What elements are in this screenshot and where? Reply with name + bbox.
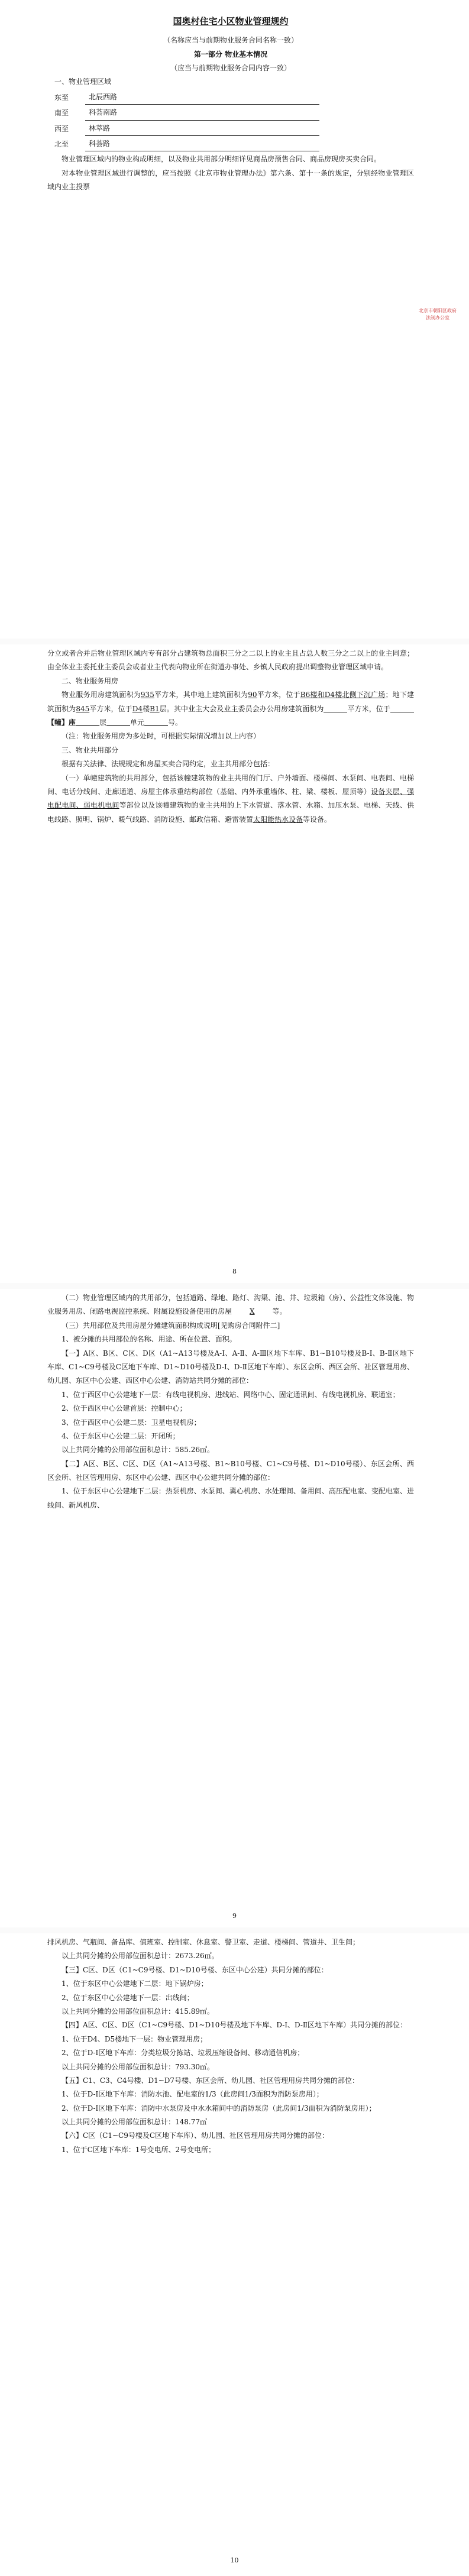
paragraph-continued: 分立或者合并后物业管理区域内专有部分占建筑物总面积三分之二以上的业主且占总人数三分之二以上的业主同意；由全体业主委托业主委员会或者业主代表向物业所在街道办事处、乡镇人民政府提出调整物业管理区域申请。 <box>47 649 414 672</box>
page-number: 10 <box>230 2556 239 2564</box>
section-heading-common-parts: 三、物业共用部分 <box>62 746 119 754</box>
boundary-dir: 东至 <box>54 93 69 102</box>
block-total: 以上共同分摊的公用部位面积总计：415.89㎡。 <box>62 2007 214 2016</box>
boundary-dir: 北至 <box>54 140 69 148</box>
list-item-continued: 排风机房、气瓶间、备品库、值班室、控制室、休息室、警卫室、走道、楼梯间、管道井、卫生间； <box>47 1938 360 1946</box>
paragraph-common-intro: 根据有关法律、法规规定和房屋买卖合同约定，业主共用部分包括： <box>62 760 275 769</box>
paragraph-building-common: （一）单幢建筑物的共用部分，包括该幢建筑物的业主共用的门厅、户外墙面、楼梯间、水泵间、电表间、电梯间、电话分线间、走廊通道、房屋主体承重结构部位（基础、内外承重墙体、柱、梁、楼板、屋顶等）设备夹层、强电配电间、弱电机电间等部位以及该幢建筑物的业主共用的上下水管道、落水管、水箱、加压水泵、电梯、天线、供电线路、照明、锅炉、暖气线路、消防设施、邮政信箱、避雷装置太阳能热水设备等设备。 <box>47 773 414 824</box>
list-item: 1、位于D-Ⅰ区地下车库：消防水池、配电室的1/3（此房间1/3面积为消防泵房用）； <box>62 2090 324 2099</box>
boundary-north <box>54 137 414 151</box>
block-6: 【六】C区（C1~C9号楼及C区地下车库）、幼儿园、社区管理用房共同分摊的部位： <box>62 2131 329 2140</box>
block-2: 【二】A区、B区、C区、D区（A1~A13号楼、B1~B10号楼、C1~C9号楼、D1~D10号楼）、东区会所、西区会所、社区管理用房、东区中心公建、西区中心公建共同分摊的部位： <box>47 1459 414 1482</box>
block-total: 以上共同分摊的公用部位面积总计：585.26㎡。 <box>62 1446 214 1454</box>
block-total: 以上共同分摊的公用部位面积总计：148.77㎡ <box>62 2118 207 2127</box>
paragraph-composition: 物业管理区域内的物业构成明细，以及物业共用部分明细详见商品房预售合同、商品房现房买卖合同。 <box>62 155 381 164</box>
block-5: 【五】C1、C3、C4号楼、D1~D7号楼、东区会所、幼儿园、社区管理用房共同分摊的部位： <box>62 2076 360 2085</box>
boundary-east <box>54 90 414 105</box>
official-seal: 北京市朝阳区政府法制办公室 <box>419 308 457 320</box>
list-heading: 1、被分摊的共用部位的名称、用途、所在位置、面积。 <box>62 1335 237 1344</box>
block-4: 【四】A区、C区、D区（C1~C9号楼、D1~D10号楼及地下车库、D-Ⅰ、D-Ⅱ区地下车库）共同分摊的部位： <box>62 2021 407 2030</box>
block-total: 以上共同分摊的公用部位面积总计：2673.26㎡。 <box>62 1952 219 1961</box>
list-item: 1、位于东区中心公建地下二层：地下锅炉房； <box>62 1979 208 1988</box>
block-total: 以上共同分摊的公用部位面积总计：793.30㎡。 <box>62 2062 214 2071</box>
list-item: 3、位于西区中心公建二层：卫星电视机房； <box>62 1418 201 1427</box>
boundary-west <box>54 122 414 136</box>
boundary-value: 北辰西路 <box>85 90 319 105</box>
boundary-value: 林萃路 <box>85 122 319 136</box>
page-divider <box>0 1927 469 1933</box>
part-title: 第一部分 物业基本情况 <box>193 50 268 59</box>
list-item: 2、位于东区中心公建地下一层：出线间； <box>62 1993 194 2002</box>
list-item: 2、位于西区中心公建首层：控制中心； <box>62 1404 187 1413</box>
list-item: 2、位于D-Ⅰ区地下车库：分类垃圾分拣站、垃圾压缩设备间、移动通信机房； <box>62 2049 305 2057</box>
section-heading-service-rooms: 二、物业服务用房 <box>62 676 119 685</box>
page-number: 8 <box>232 1268 237 1275</box>
page-number: 9 <box>232 1912 237 1920</box>
block-1: 【一】A区、B区、C区、D区（A1~A13号楼及A-Ⅰ、A-Ⅱ、A-Ⅲ区地下车库、B1~B10号楼及B-Ⅰ、B-Ⅱ区地下车库、C1~C9号楼及C区地下车库、D1~D10号楼及D-Ⅰ、D-Ⅱ区地下车库）、东区会所、西区会所、社区管理用房、幼儿园、东区中心公建、西区中心公建、消防站共同分摊的部位： <box>47 1349 414 1385</box>
page-4 <box>0 1933 469 2576</box>
page-3 <box>0 1289 469 1927</box>
section-heading-area: 一、物业管理区域 <box>54 77 112 86</box>
document-title: 国奥村住宅小区物业管理规约 <box>173 16 289 27</box>
paragraph-area-common: （二）物业管理区域内的共用部分，包括道路、绿地、路灯、沟渠、池、井、垃圾箱（房）、公益性文体设施、物业服务用房、闭路电视监控系统、附属设施设备使用的房屋 X 等。 <box>47 1294 414 1316</box>
boundary-value: 科荟路 <box>85 137 319 151</box>
list-item: 1、位于D4、D5楼地下一层：物业管理用房； <box>62 2034 208 2043</box>
page-divider <box>0 1283 469 1289</box>
boundary-south <box>54 106 414 120</box>
boundary-dir: 西至 <box>54 124 69 133</box>
title-note: （名称应当与前期物业服务合同名称一致） <box>163 36 298 45</box>
page-divider <box>0 639 469 644</box>
boundary-dir: 南至 <box>54 109 69 118</box>
page-2 <box>0 644 469 1283</box>
paragraph-adjustment: 对本物业管理区域进行调整的，应当按照《北京市物业管理办法》第六条、第十一条的规定，分别经物业管理区域内业主投票 <box>47 169 414 192</box>
boundary-value: 科荟南路 <box>85 106 319 120</box>
list-item: 4、位于东区中心公建二层：开闭所； <box>62 1431 180 1440</box>
list-item: 1、位于东区中心公建地下二层：热泵机房、水泵间、冀心机房、水处理间、备用间、高压配电室、变配电室、进线间、新风机房、 <box>47 1487 414 1509</box>
part-note: （应当与前期物业服务合同内容一致） <box>170 64 291 73</box>
list-item: 1、位于C区地下车库：1号变电所、2号变电所； <box>62 2145 216 2154</box>
paragraph-shared-area: （三）共用部位及共用房屋分摊建筑面积构成说明[见购房合同附件二] <box>62 1321 280 1330</box>
list-item: 2、位于D-Ⅰ区地下车库：消防中水泵房及中水水箱间中的消防泵房（此房间1/3面积为消防泵房用）； <box>62 2104 376 2112</box>
block-3: 【三】C区、D区（C1~C9号楼、D1~D10号楼、东区中心公建）共同分摊的部位： <box>62 1965 328 1974</box>
paragraph-service-rooms: 物业服务用房建筑面积为935平方米，其中地上建筑面积为90平方米，位于B6楼和D4楼北侧下沉广场；地下建筑面积为845平方米，位于D4楼B1层。其中业主大会及业主委员会办公用房建筑面积为 平方米，位于【幢】座 层 单元 号。 <box>47 691 414 727</box>
list-item: 1、位于西区中心公建地下一层：有线电视机房、进线站、网络中心、固定通讯间、有线电视机房、联通室； <box>62 1390 400 1399</box>
note: （注：物业服务用房为多处时，可根据实际情况增加以上内容） <box>62 732 261 741</box>
page-1 <box>0 0 469 639</box>
